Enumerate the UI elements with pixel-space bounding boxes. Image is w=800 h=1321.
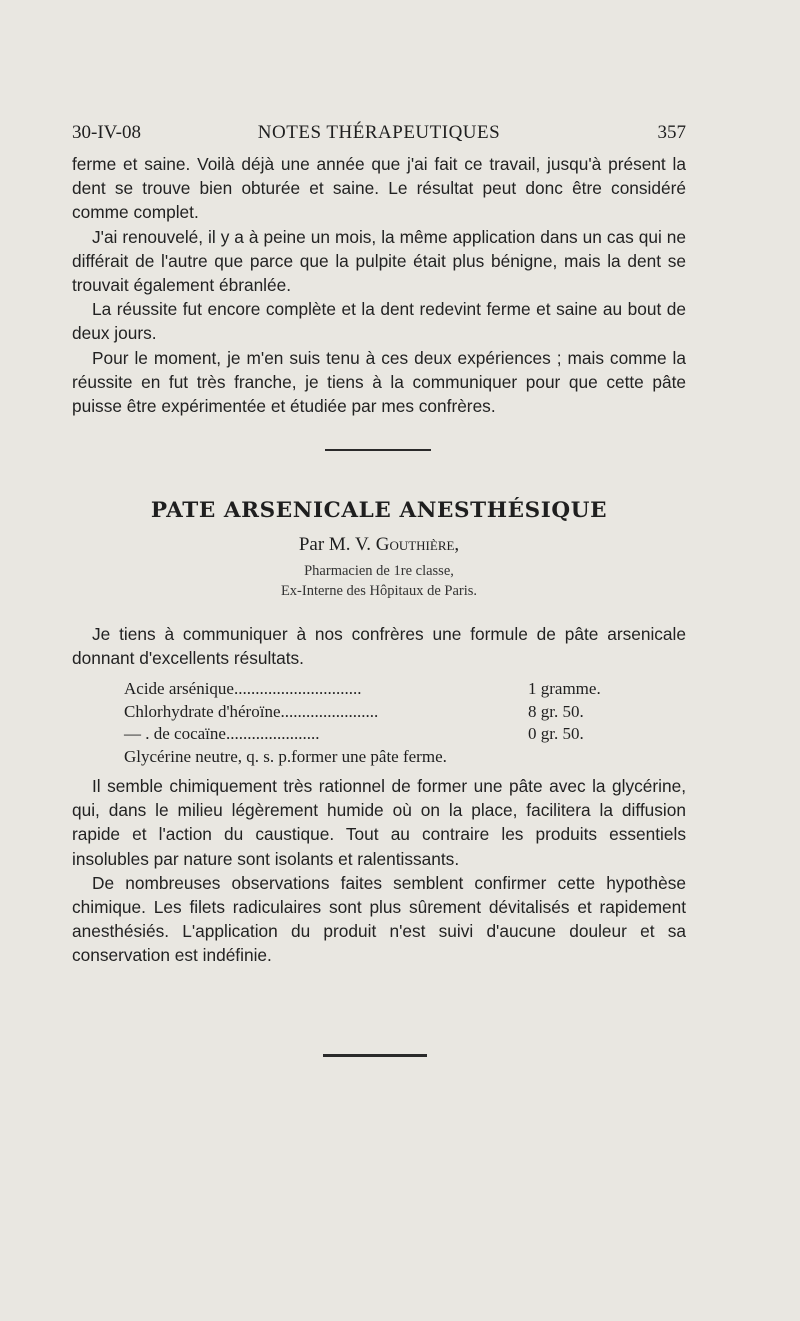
issue-date: 30-IV-08 [72, 122, 141, 143]
paragraph: De nombreuses observations faites semblent confirmer cette hypothèse chimique. Les filets radiculaires sont plus sûrement dévitalisés et rapidement anesthésiés. L'application du produit n'est suivi d'aucune douleur et sa conservation est indéfinie. [72, 872, 686, 966]
author-affiliation-1: Pharmacien de 1re classe, [304, 563, 454, 579]
ingredient-quantity: 8 gr. 50. [528, 701, 584, 721]
page-number: 357 [657, 122, 686, 143]
author-name: Gouthière, [375, 534, 460, 555]
formula-table [124, 678, 644, 768]
byline-prefix: Par M. V. [298, 534, 371, 555]
ingredient-name: Acide arsénique.............................. [124, 679, 362, 698]
ingredient-name: Chlorhydrate d'héroïne....................... [124, 701, 379, 721]
paragraph: La réussite fut encore complète et la dent redevint ferme et saine au bout de deux jours. [72, 299, 686, 344]
running-header [72, 122, 686, 148]
running-title: NOTES THÉRAPEUTIQUES [257, 122, 501, 143]
article-title: PATE ARSENICALE ANESTHÉSIQUE [150, 498, 608, 523]
paragraph: Je tiens à communiquer à nos confrères une formule de pâte arsenicale donnant d'excellents résultats. [72, 624, 686, 669]
section-previous-article [72, 152, 686, 418]
formula-row [124, 701, 644, 724]
ingredient-name: Glycérine neutre, q. s. p.former une pâte ferme. [124, 746, 447, 766]
paragraph: ferme et saine. Voilà déjà une année que j'ai fait ce travail, jusqu'à présent la dent se trouve bien obturée et saine. Le résultat peut donc être considéré comme complet. [72, 154, 686, 223]
ingredient-quantity: 1 gramme. [528, 679, 601, 698]
formula-row [124, 746, 644, 769]
formula-row [124, 678, 644, 701]
paragraph: J'ai renouvelé, il y a à peine un mois, la même application dans un cas qui ne différait de l'autre que parce que la pulpite était plus bénigne, mais la dent se trouvait également ébranlée. [72, 226, 686, 296]
article-intro [72, 622, 686, 670]
author-affiliation-2: Ex-Interne des Hôpitaux de Paris. [280, 583, 478, 599]
paragraph: Pour le moment, je m'en suis tenu à ces deux expériences ; mais comme la réussite en fut très franche, je tiens à la communiquer pour que cette pâte puisse être expérimentée et étudiée par mes confrères. [72, 347, 686, 417]
ingredient-quantity: 0 gr. 50. [528, 724, 584, 743]
article-body [72, 774, 686, 968]
article-byline [72, 534, 686, 556]
ingredient-name: — . de cocaïne...................... [124, 724, 320, 743]
end-divider [323, 1054, 427, 1057]
section-divider [325, 449, 431, 451]
formula-row [124, 723, 644, 746]
paragraph: Il semble chimiquement très rationnel de former une pâte avec la glycérine, qui, dans le milieu légèrement humide où on la place, facilitera la diffusion rapide et l'action du caustique. Tout au contraire les produits essentiels insolubles par nature sont isolants et ralentissants. [72, 776, 686, 869]
